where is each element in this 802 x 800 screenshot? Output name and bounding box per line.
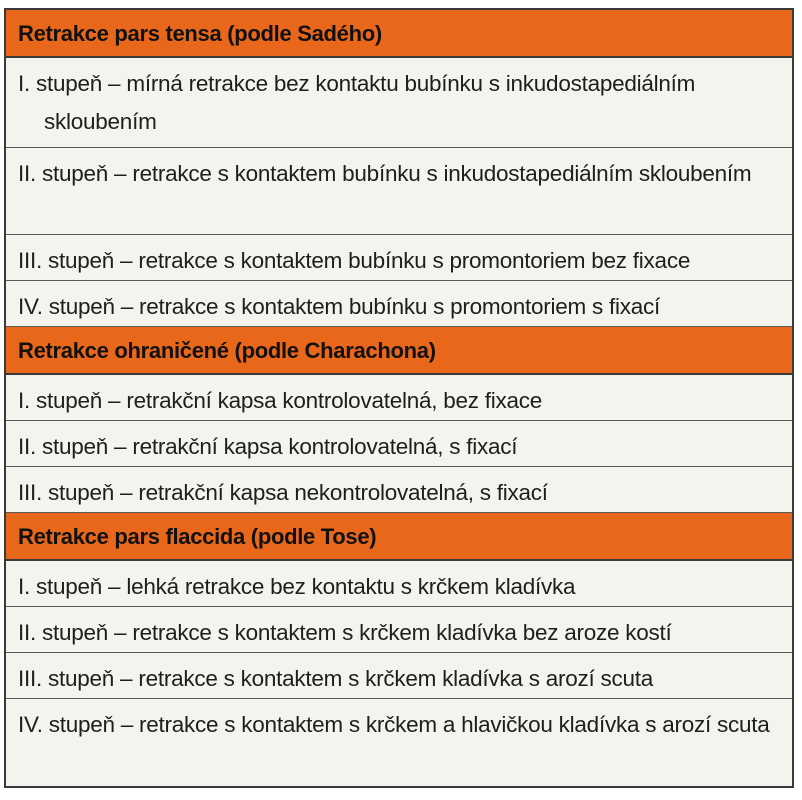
- section-heading-pars-flaccida: [6, 513, 792, 561]
- table-row: [6, 58, 792, 148]
- row-text: I. stupeň – lehká retrakce bez kontaktu s krčkem kladívka: [18, 574, 576, 600]
- table-row: [6, 375, 792, 421]
- table-row: [6, 467, 792, 513]
- section-heading-text: Retrakce ohraničené (podle Charachona): [18, 338, 436, 364]
- table-row: [6, 607, 792, 653]
- table-row: [6, 699, 792, 786]
- row-text: III. stupeň – retrakční kapsa nekontrolovatelná, s fixací: [18, 480, 548, 506]
- section-heading-ohranicene: [6, 327, 792, 375]
- row-text: II. stupeň – retrakce s kontaktem s krčkem kladívka bez aroze kostí: [18, 620, 672, 646]
- table-row: [6, 235, 792, 281]
- section-heading-pars-tensa: [6, 10, 792, 58]
- row-text: IV. stupeň – retrakce s kontaktem s krčkem a hlavičkou kladívka s arozí scuta: [18, 712, 770, 738]
- row-text: III. stupeň – retrakce s kontaktem bubínku s promontoriem bez fixace: [18, 248, 691, 274]
- table-row: [6, 421, 792, 467]
- row-text: II. stupeň – retrakce s kontaktem bubínku s inkudostapediálním skloubením: [18, 161, 752, 186]
- table-row: [6, 281, 792, 327]
- section-heading-text: Retrakce pars tensa (podle Sadého): [18, 21, 382, 46]
- table-row: [6, 148, 792, 235]
- row-text: IV. stupeň – retrakce s kontaktem bubínku s promontoriem s fixací: [18, 294, 660, 320]
- section-heading-text: Retrakce pars flaccida (podle Tose): [18, 524, 377, 550]
- row-text: I. stupeň – retrakční kapsa kontrolovatelná, bez fixace: [18, 388, 543, 414]
- row-text: III. stupeň – retrakce s kontaktem s krčkem kladívka s arozí scuta: [18, 666, 654, 692]
- table-row: [6, 653, 792, 699]
- row-text: I. stupeň – mírná retrakce bez kontaktu bubínku s inkudostapediálním skloubením: [18, 71, 696, 134]
- classification-table: [4, 8, 794, 788]
- table-row: [6, 561, 792, 607]
- row-text: II. stupeň – retrakční kapsa kontrolovatelná, s fixací: [18, 434, 518, 460]
